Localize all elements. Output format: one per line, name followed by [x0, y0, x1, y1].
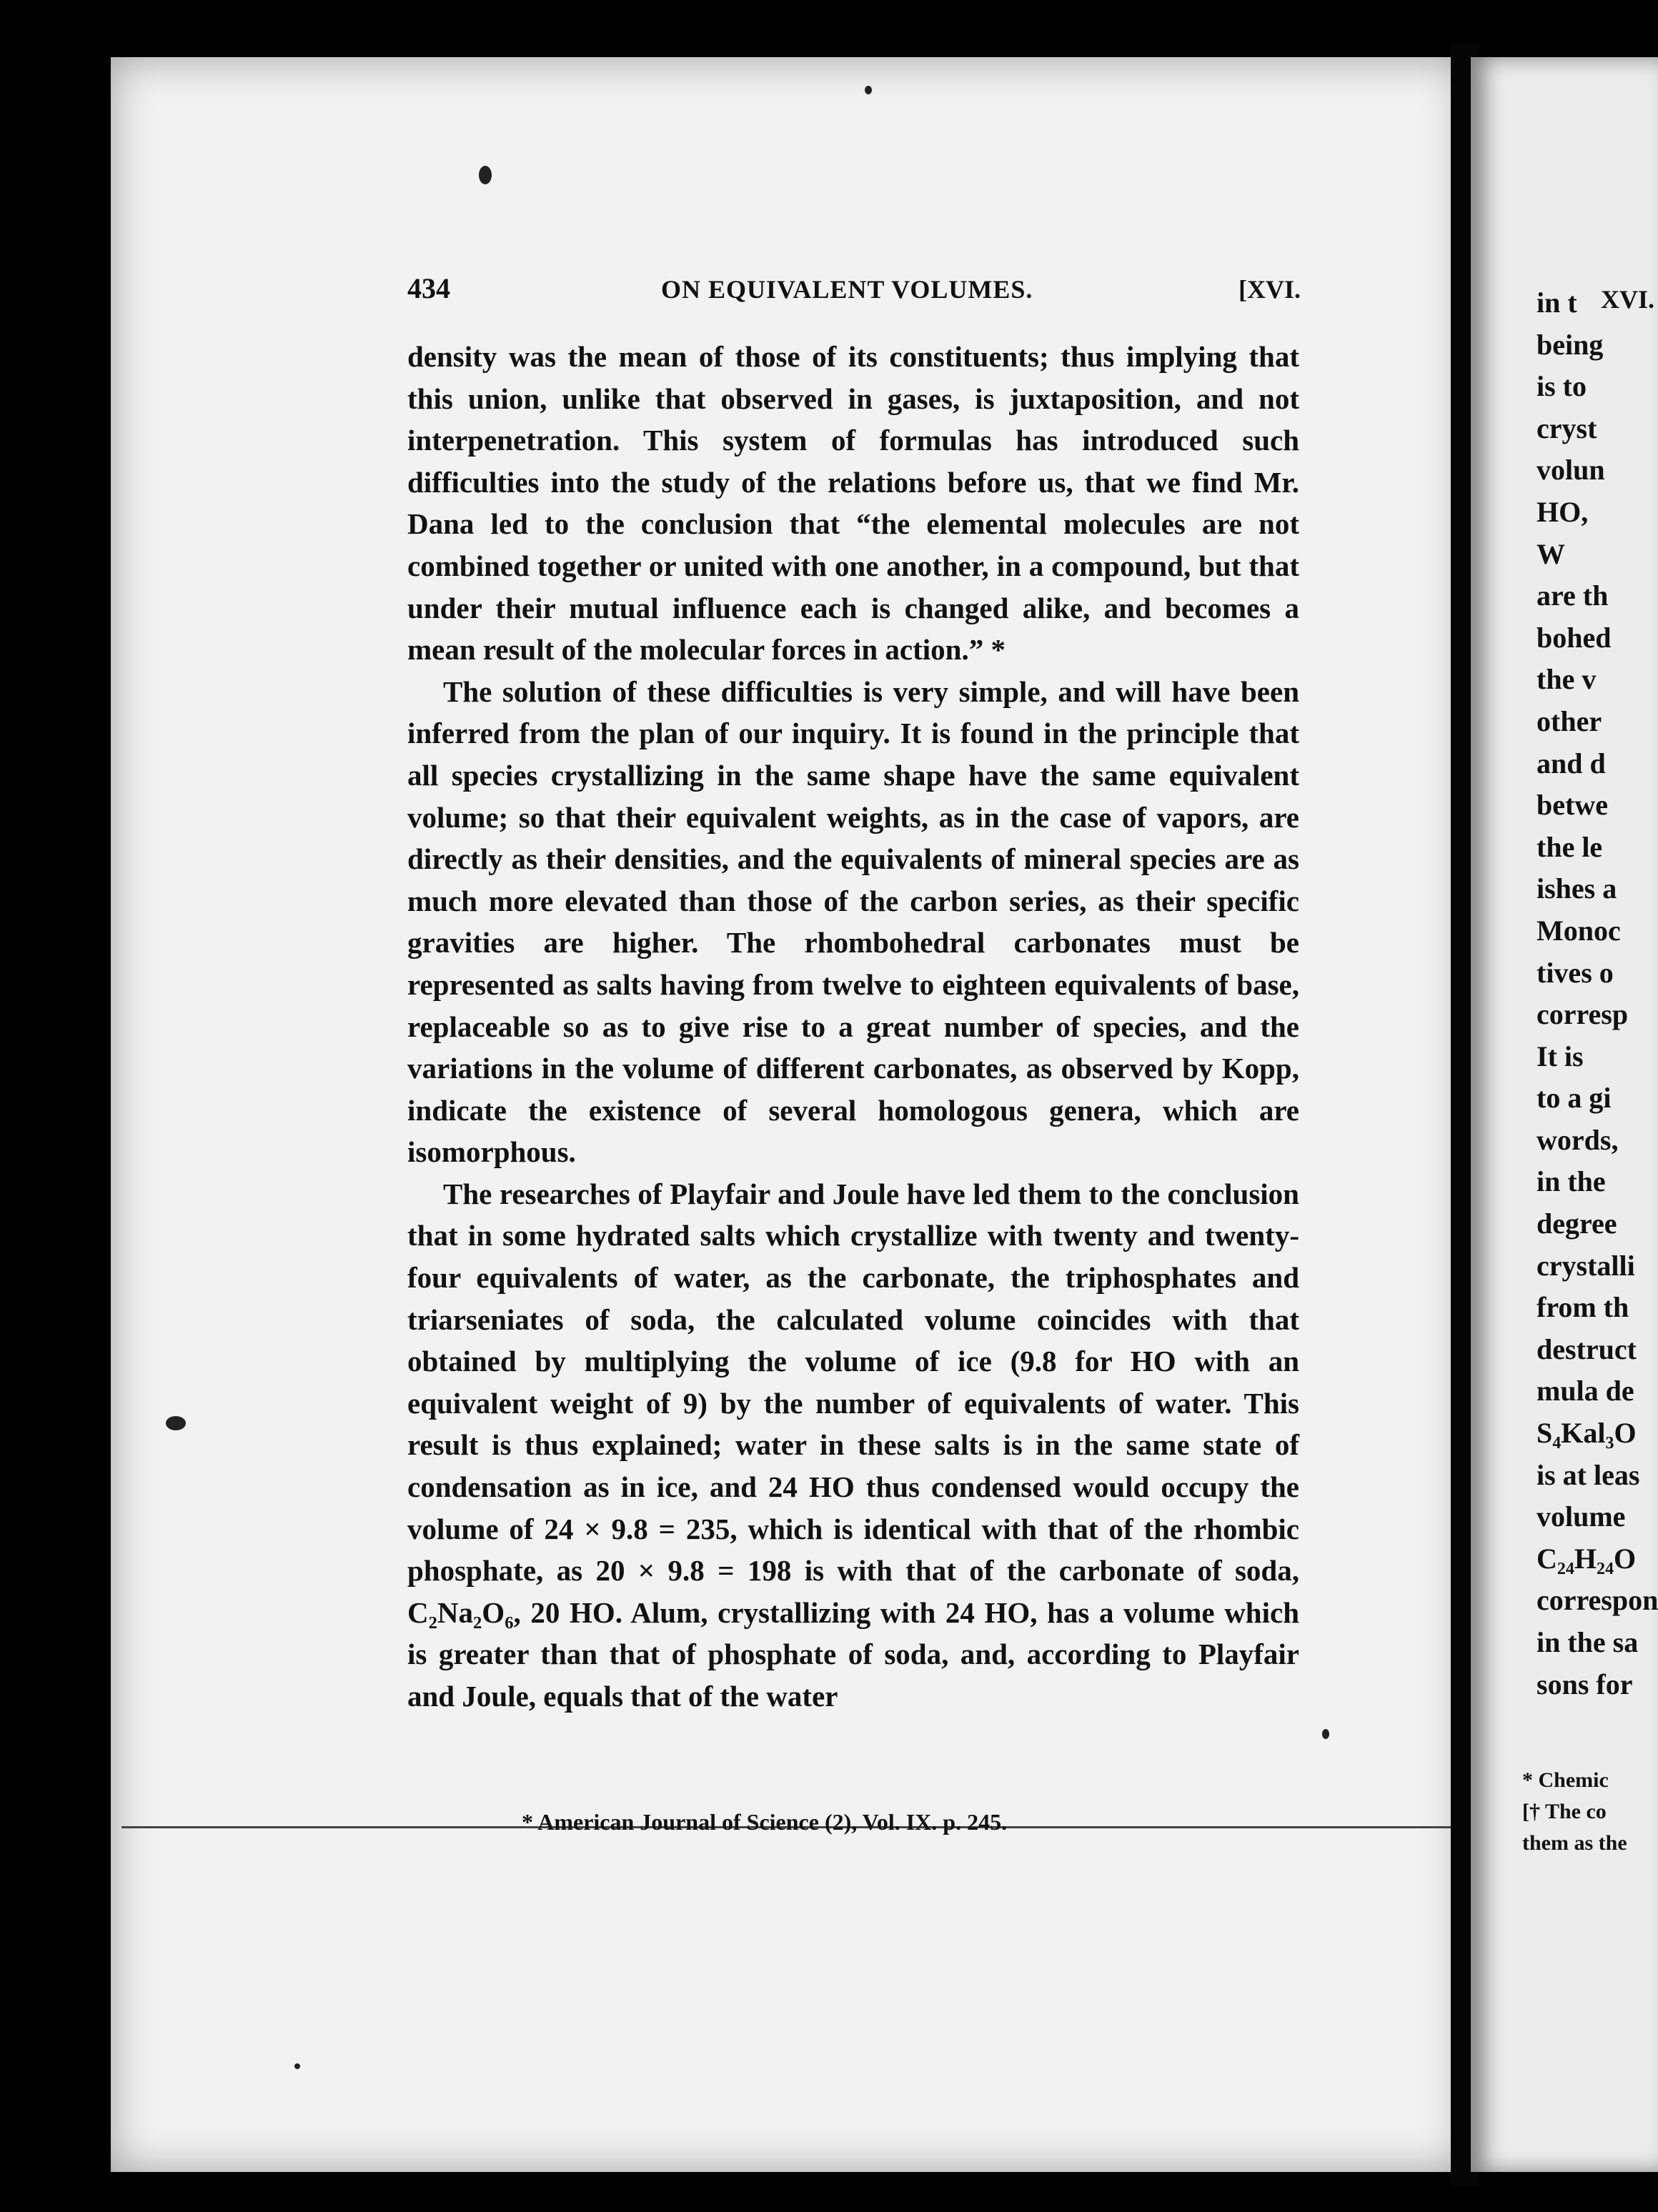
right-page-line: C₂₄H₂₄O — [1537, 1542, 1637, 1575]
page-number: 434 — [407, 272, 450, 304]
right-page-line: words, — [1537, 1123, 1619, 1156]
right-page-line: the le — [1537, 830, 1603, 863]
right-page-text — [1537, 282, 1658, 1705]
scan-speck — [1322, 1729, 1329, 1739]
right-page-line: destruct — [1537, 1332, 1637, 1365]
paragraph: density was the mean of those of its constituents; thus implying that this union, unlike that observed in gases, is juxtaposition, and not interpenetration. This system of formulas has introduced such difficulties into the study of the relations before us, that we find Mr. Dana led to the conclusion that “the elemental molecules are not combined together or united with one another, in a compound, but that under their mutual influence each is changed alike, and becomes a mean result of the molecular forces in action.” * — [407, 340, 1299, 667]
right-page-line: and d — [1537, 747, 1606, 779]
scan-speck — [865, 86, 872, 94]
right-page-line: ishes a — [1537, 872, 1617, 905]
right-page-line: sons for — [1537, 1668, 1633, 1700]
running-title: ON EQUIVALENT VOLUMES. — [661, 275, 1033, 304]
right-footnote-line: * Chemic — [1522, 1768, 1609, 1792]
right-page-line: Monoc — [1537, 914, 1621, 947]
right-page-line: volume — [1537, 1500, 1626, 1533]
right-page-line: crystalli — [1537, 1249, 1635, 1282]
right-page-line: It is — [1537, 1040, 1584, 1072]
right-page-line: being — [1537, 328, 1604, 361]
paragraph: The researches of Playfair and Joule have led them to the conclusion that in some hydrated salts which crystallize with twenty and twenty-four equivalents of water, as the carbonate, the triphosphates and triarseniates of soda, the calculated volume coincides with that obtained by multiplying the volume of ice (9.8 for HO with an equivalent weight of 9) by the number of equivalents of water. This result is thus explained; water in these salts is in the same state of condensation as in ice, and 24 HO thus condensed would occupy the volume of 24 × 9.8 = 235, which is identical with that of the rhombic phosphate, as 20 × 9.8 = 198 is with that of the carbonate of soda, C₂Na₂O₆, 20 HO. Alum, crystallizing with 24 HO, has a volume which is greater than that of phosphate of soda, and, according to Playfair and Joule, equals that of the water — [407, 1177, 1299, 1713]
right-page-line: bohed — [1537, 621, 1612, 654]
right-page-line: to a gi — [1537, 1082, 1612, 1115]
right-page-line: are th — [1537, 579, 1609, 612]
section-label: [XVI. — [1238, 275, 1301, 304]
footnote: * American Journal of Science (2), Vol. IX. p. 245. — [522, 1809, 1008, 1835]
body-text — [407, 336, 1299, 1718]
right-page-line: degree — [1537, 1207, 1617, 1240]
right-footnotes — [1522, 1765, 1627, 1859]
right-page-line: in the — [1537, 1165, 1606, 1198]
right-page-line: other — [1537, 704, 1602, 737]
scan-speck — [166, 1416, 186, 1430]
right-page-line: correspon — [1537, 1584, 1658, 1617]
right-page-line: tives o — [1537, 956, 1614, 989]
right-page-line: betwe — [1537, 789, 1608, 822]
right-page-line: S₄Kal₃O — [1537, 1417, 1637, 1450]
right-page-line: corresp — [1537, 998, 1629, 1031]
right-section-label: XVI. — [1601, 285, 1655, 314]
right-page-line: from th — [1537, 1291, 1629, 1324]
page-header — [407, 271, 1301, 307]
right-footnote-line: them as the — [1522, 1831, 1627, 1855]
right-page-line: HO, — [1537, 495, 1589, 528]
right-page-line: in the sa — [1537, 1626, 1639, 1658]
right-page-line: in t — [1537, 287, 1577, 319]
paragraph: The solution of these difficulties is very simple, and will have been inferred from the plan of our inquiry. It is found in the principle that all species crystallizing in the same shape have the same equivalent volume; so that their equivalent weights, as in the case of vapors, are directly as their densities, and the equivalents of mineral species are as much more elevated than those of the carbon series, as their specific gravities are higher. The rhombohedral carbonates must be represented as salts having from twelve to eighteen equivalents of base, replaceable so as to give rise to a great number of species, and the variations in the volume of different carbonates, as observed by Kopp, indicate the existence of several homologous genera, which are isomorphous. — [407, 674, 1299, 1169]
right-page-line: mula de — [1537, 1375, 1634, 1408]
scan-speck — [294, 2063, 300, 2069]
right-page-line: W — [1537, 537, 1565, 570]
right-page-line: cryst — [1537, 412, 1597, 444]
right-page-line: the v — [1537, 663, 1597, 696]
right-footnote-line: [† The co — [1522, 1800, 1607, 1823]
right-page-line: volun — [1537, 454, 1605, 487]
right-page-line: is to — [1537, 370, 1587, 403]
scan-speck — [479, 166, 492, 184]
right-page-line: is at leas — [1537, 1458, 1640, 1491]
